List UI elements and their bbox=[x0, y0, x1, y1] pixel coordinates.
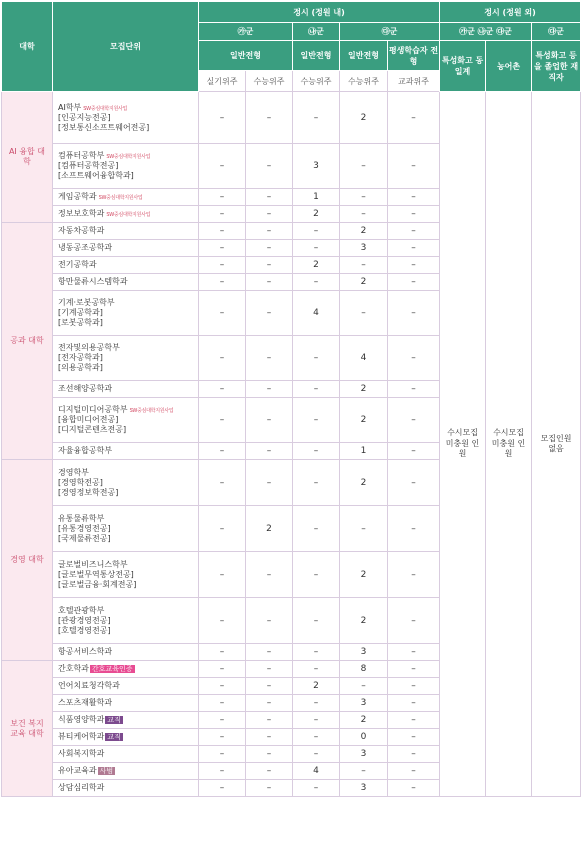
quota-cell: – bbox=[340, 189, 388, 206]
quota-cell: 2 bbox=[340, 460, 388, 506]
unit-cell bbox=[53, 552, 199, 598]
quota-cell: – bbox=[199, 144, 246, 189]
quota-cell: – bbox=[199, 257, 246, 274]
quota-cell: – bbox=[199, 598, 246, 644]
unit-cell bbox=[53, 712, 199, 729]
unit-cell bbox=[53, 460, 199, 506]
quota-cell: 2 bbox=[340, 552, 388, 598]
unit-cell bbox=[53, 746, 199, 763]
quota-cell: 4 bbox=[293, 291, 340, 336]
unit-name: AI학부 bbox=[58, 102, 82, 112]
quota-cell: – bbox=[199, 336, 246, 381]
quota-cell: – bbox=[246, 598, 293, 644]
quota-cell: – bbox=[388, 506, 440, 552]
unit-name: 자율융합공학부 bbox=[58, 446, 113, 455]
quota-cell: – bbox=[246, 746, 293, 763]
quota-cell: – bbox=[246, 223, 293, 240]
header-special-grad: 특성화고 등을 졸업한 재직자 bbox=[532, 41, 581, 92]
unit-name: 전기공학과 bbox=[58, 260, 97, 269]
unit-cell bbox=[53, 381, 199, 398]
unit-name: 유아교육과 bbox=[58, 766, 97, 775]
quota-cell: – bbox=[293, 223, 340, 240]
quota-cell: – bbox=[388, 443, 440, 460]
sw-program-tag: SW중심대학지원사업 bbox=[106, 154, 151, 160]
quota-cell: – bbox=[388, 695, 440, 712]
quota-cell: – bbox=[293, 443, 340, 460]
quota-cell: – bbox=[388, 240, 440, 257]
quota-cell: – bbox=[199, 291, 246, 336]
sub-major: [컴퓨터공학전공] bbox=[58, 161, 119, 170]
admission-table bbox=[1, 1, 581, 797]
unit-name: 자동차공학과 bbox=[58, 226, 105, 235]
quota-cell: – bbox=[199, 274, 246, 291]
sub-major: [로봇공학과] bbox=[58, 318, 103, 327]
quota-cell: – bbox=[293, 398, 340, 443]
quota-cell: – bbox=[293, 661, 340, 678]
unit-name: 호텔관광학부 bbox=[58, 605, 105, 615]
unit-cell bbox=[53, 398, 199, 443]
quota-cell: 3 bbox=[340, 780, 388, 797]
quota-cell: – bbox=[388, 274, 440, 291]
unit-name: 상담심리학과 bbox=[58, 783, 105, 792]
quota-cell: 3 bbox=[293, 144, 340, 189]
header-special-hs: 특성화고 동일계 bbox=[440, 41, 486, 92]
header-gun-ga: ㉮군 bbox=[199, 23, 293, 41]
college-health: 보건 복지 교육 대학 bbox=[2, 661, 53, 797]
quota-cell: – bbox=[340, 763, 388, 780]
quota-cell: – bbox=[388, 678, 440, 695]
quota-cell: – bbox=[388, 598, 440, 644]
unit-name: 냉동공조공학과 bbox=[58, 243, 113, 252]
quota-cell: – bbox=[293, 381, 340, 398]
unit-cell bbox=[53, 291, 199, 336]
header-csat-ga: 수능위주 bbox=[246, 71, 293, 92]
quota-cell: – bbox=[246, 398, 293, 443]
quota-cell: – bbox=[293, 780, 340, 797]
quota-cell: 2 bbox=[293, 257, 340, 274]
quota-cell: – bbox=[199, 381, 246, 398]
unit-cell bbox=[53, 506, 199, 552]
quota-cell: – bbox=[340, 678, 388, 695]
quota-cell: – bbox=[388, 746, 440, 763]
quota-cell: – bbox=[388, 552, 440, 598]
unit-name: 스포츠재활학과 bbox=[58, 698, 113, 707]
unit-cell bbox=[53, 92, 199, 144]
quota-cell: – bbox=[246, 92, 293, 144]
quota-cell: – bbox=[388, 206, 440, 223]
quota-cell: – bbox=[199, 552, 246, 598]
header-practical: 실기위주 bbox=[199, 71, 246, 92]
unit-cell bbox=[53, 336, 199, 381]
quota-cell: 3 bbox=[340, 695, 388, 712]
unit-cell bbox=[53, 695, 199, 712]
unit-name: 기계·로봇공학부 bbox=[58, 298, 115, 307]
quota-cell: – bbox=[199, 223, 246, 240]
quota-cell: – bbox=[199, 678, 246, 695]
quota-cell: – bbox=[246, 678, 293, 695]
quota-cell: 2 bbox=[340, 381, 388, 398]
sub-major: [호텔경영전공] bbox=[58, 625, 111, 635]
header-rural: 농어촌 bbox=[486, 41, 532, 92]
quota-cell: – bbox=[340, 506, 388, 552]
quota-cell: 1 bbox=[293, 189, 340, 206]
quota-cell: – bbox=[199, 92, 246, 144]
program-badge: 간호교육인증 bbox=[91, 665, 133, 673]
header-csat-na: 수능위주 bbox=[293, 71, 340, 92]
unit-cell bbox=[53, 144, 199, 189]
quota-cell: 2 bbox=[293, 206, 340, 223]
header-general-na: 일반전형 bbox=[293, 41, 340, 71]
quota-cell: – bbox=[388, 291, 440, 336]
quota-cell: 8 bbox=[340, 661, 388, 678]
quota-cell: 3 bbox=[340, 240, 388, 257]
unit-name: 디지털미디어공학부 bbox=[58, 405, 128, 414]
unit-name: 사회복지학과 bbox=[58, 749, 105, 758]
quota-cell: 4 bbox=[293, 763, 340, 780]
quota-cell: – bbox=[388, 661, 440, 678]
quota-cell: – bbox=[293, 746, 340, 763]
unit-cell bbox=[53, 763, 199, 780]
sub-major: [정보통신소프트웨어전공] bbox=[58, 122, 150, 132]
merged-special-hs: 수시모집 미충원 인원 bbox=[440, 92, 486, 797]
quota-cell: – bbox=[199, 746, 246, 763]
quota-cell: – bbox=[293, 712, 340, 729]
quota-cell: – bbox=[388, 763, 440, 780]
unit-name: 유통물류학부 bbox=[58, 513, 105, 523]
quota-cell: – bbox=[293, 598, 340, 644]
quota-cell: – bbox=[246, 206, 293, 223]
quota-cell: – bbox=[199, 780, 246, 797]
quota-cell: – bbox=[199, 644, 246, 661]
header-gun-all: ㉮군 ㉯군 ㉰군 bbox=[440, 23, 532, 41]
quota-cell: – bbox=[246, 336, 293, 381]
quota-cell: – bbox=[246, 552, 293, 598]
sub-major: [글로벌금융·회계전공] bbox=[58, 579, 137, 589]
quota-cell: – bbox=[246, 712, 293, 729]
sw-program-tag: SW중심대학지원사업 bbox=[83, 105, 128, 112]
unit-cell bbox=[53, 729, 199, 746]
header-regular-in: 정시 (정원 내) bbox=[199, 2, 440, 23]
unit-name: 항만물류시스템학과 bbox=[58, 277, 128, 286]
header-general-ga: 일반전형 bbox=[199, 41, 293, 71]
college-business: 경영 대학 bbox=[2, 460, 53, 661]
unit-name: 뷰티케어학과 bbox=[58, 732, 105, 741]
quota-cell: 2 bbox=[246, 506, 293, 552]
quota-cell: – bbox=[293, 644, 340, 661]
header-unit: 모집단위 bbox=[53, 2, 199, 92]
quota-cell: – bbox=[293, 460, 340, 506]
header-college: 대학 bbox=[2, 2, 53, 92]
quota-cell: – bbox=[388, 398, 440, 443]
unit-name: 게임공학과 bbox=[58, 192, 97, 201]
unit-cell bbox=[53, 240, 199, 257]
unit-name: 정보보호학과 bbox=[58, 209, 105, 218]
unit-name: 전자및의용공학부 bbox=[58, 343, 120, 352]
header-subject: 교과위주 bbox=[388, 71, 440, 92]
quota-cell: 2 bbox=[340, 223, 388, 240]
sub-major: [관광경영전공] bbox=[58, 615, 111, 625]
sub-major: [국제물류전공] bbox=[58, 533, 111, 543]
quota-cell: – bbox=[388, 780, 440, 797]
unit-cell bbox=[53, 598, 199, 644]
quota-cell: – bbox=[293, 274, 340, 291]
quota-cell: – bbox=[246, 381, 293, 398]
quota-cell: – bbox=[340, 206, 388, 223]
quota-cell: – bbox=[199, 763, 246, 780]
quota-cell: – bbox=[293, 729, 340, 746]
table-row bbox=[2, 92, 581, 144]
quota-cell: 3 bbox=[340, 644, 388, 661]
unit-name: 언어치료청각학과 bbox=[58, 681, 120, 690]
quota-cell: – bbox=[246, 189, 293, 206]
unit-cell bbox=[53, 678, 199, 695]
quota-cell: – bbox=[388, 460, 440, 506]
quota-cell: – bbox=[388, 189, 440, 206]
sub-major: [기계공학과] bbox=[58, 308, 103, 317]
program-badge: 교직 bbox=[107, 716, 121, 724]
quota-cell: 2 bbox=[340, 274, 388, 291]
unit-name: 항공서비스학과 bbox=[58, 647, 113, 656]
sub-major: [경영학전공] bbox=[58, 477, 103, 487]
quota-cell: 2 bbox=[340, 398, 388, 443]
unit-name: 글로벌비즈니스학부 bbox=[58, 559, 128, 569]
sub-major: [인공지능전공] bbox=[58, 112, 111, 122]
unit-name: 경영학부 bbox=[58, 467, 89, 477]
quota-cell: – bbox=[293, 240, 340, 257]
quota-cell: – bbox=[388, 144, 440, 189]
quota-cell: – bbox=[246, 661, 293, 678]
quota-cell: – bbox=[199, 729, 246, 746]
sub-major: [글로벌무역통상전공] bbox=[58, 569, 134, 579]
header-general-da: 일반전형 bbox=[340, 41, 388, 71]
unit-name: 식품영양학과 bbox=[58, 715, 105, 724]
quota-cell: – bbox=[199, 189, 246, 206]
quota-cell: – bbox=[246, 644, 293, 661]
unit-name: 컴퓨터공학부 bbox=[58, 151, 105, 160]
sub-major: [소프트웨어융합학과] bbox=[58, 171, 134, 180]
sub-major: [의용공학과] bbox=[58, 363, 103, 372]
sw-program-tag: SW중심대학지원사업 bbox=[98, 195, 143, 201]
college-engineering: 공과 대학 bbox=[2, 223, 53, 460]
quota-cell: – bbox=[340, 257, 388, 274]
quota-cell: 2 bbox=[340, 92, 388, 144]
quota-cell: – bbox=[293, 552, 340, 598]
header-gun-da: ㉰군 bbox=[340, 23, 440, 41]
header-gun-na: ㉯군 bbox=[293, 23, 340, 41]
quota-cell: – bbox=[246, 695, 293, 712]
sw-program-tag: SW중심대학지원사업 bbox=[129, 408, 174, 414]
header-lifelong: 평생학습자 전형 bbox=[388, 41, 440, 71]
quota-cell: – bbox=[293, 506, 340, 552]
quota-cell: 1 bbox=[340, 443, 388, 460]
merged-special-grad: 모집인원 없음 bbox=[532, 92, 581, 797]
quota-cell: – bbox=[199, 695, 246, 712]
quota-cell: – bbox=[388, 257, 440, 274]
quota-cell: 2 bbox=[340, 598, 388, 644]
quota-cell: – bbox=[199, 240, 246, 257]
college-ai: AI 융합 대학 bbox=[2, 92, 53, 223]
quota-cell: – bbox=[199, 712, 246, 729]
quota-cell: – bbox=[388, 729, 440, 746]
unit-cell bbox=[53, 223, 199, 240]
table-body bbox=[2, 92, 581, 797]
unit-name: 간호학과 bbox=[58, 664, 89, 673]
unit-cell bbox=[53, 274, 199, 291]
quota-cell: 0 bbox=[340, 729, 388, 746]
quota-cell: – bbox=[340, 291, 388, 336]
unit-cell bbox=[53, 661, 199, 678]
quota-cell: – bbox=[246, 443, 293, 460]
quota-cell: – bbox=[199, 661, 246, 678]
unit-name: 조선해양공학과 bbox=[58, 384, 113, 393]
sub-major: [전자공학과] bbox=[58, 353, 103, 362]
quota-cell: – bbox=[246, 780, 293, 797]
quota-cell: – bbox=[246, 460, 293, 506]
sub-major: [융합미디어전공] bbox=[58, 415, 119, 424]
sub-major: [디지털콘텐츠전공] bbox=[58, 425, 127, 434]
quota-cell: – bbox=[246, 729, 293, 746]
quota-cell: – bbox=[293, 695, 340, 712]
quota-cell: – bbox=[388, 712, 440, 729]
header-regular-out: 정시 (정원 외) bbox=[440, 2, 581, 23]
quota-cell: – bbox=[388, 644, 440, 661]
sw-program-tag: SW중심대학지원사업 bbox=[106, 212, 151, 218]
sub-major: [유통경영전공] bbox=[58, 523, 111, 533]
program-badge: 사범 bbox=[99, 767, 114, 775]
header-csat-da: 수능위주 bbox=[340, 71, 388, 92]
quota-cell: – bbox=[246, 763, 293, 780]
quota-cell: – bbox=[340, 144, 388, 189]
sub-major: [경영정보학전공] bbox=[58, 487, 119, 497]
quota-cell: – bbox=[246, 240, 293, 257]
quota-cell: – bbox=[293, 92, 340, 144]
unit-cell bbox=[53, 206, 199, 223]
quota-cell: – bbox=[246, 274, 293, 291]
quota-cell: – bbox=[388, 336, 440, 381]
quota-cell: 2 bbox=[340, 712, 388, 729]
unit-cell bbox=[53, 780, 199, 797]
unit-cell bbox=[53, 189, 199, 206]
quota-cell: 4 bbox=[340, 336, 388, 381]
quota-cell: – bbox=[388, 223, 440, 240]
quota-cell: – bbox=[199, 443, 246, 460]
quota-cell: – bbox=[199, 506, 246, 552]
quota-cell: – bbox=[388, 92, 440, 144]
merged-rural: 수시모집 미충원 인원 bbox=[486, 92, 532, 797]
quota-cell: 2 bbox=[293, 678, 340, 695]
quota-cell: – bbox=[246, 144, 293, 189]
quota-cell: – bbox=[293, 336, 340, 381]
unit-cell bbox=[53, 257, 199, 274]
header-gun-da2: ㉰군 bbox=[532, 23, 581, 41]
quota-cell: 3 bbox=[340, 746, 388, 763]
program-badge: 교직 bbox=[107, 733, 121, 741]
quota-cell: – bbox=[246, 257, 293, 274]
quota-cell: – bbox=[199, 398, 246, 443]
unit-cell bbox=[53, 644, 199, 661]
quota-cell: – bbox=[199, 206, 246, 223]
quota-cell: – bbox=[246, 291, 293, 336]
unit-cell bbox=[53, 443, 199, 460]
quota-cell: – bbox=[199, 460, 246, 506]
quota-cell: – bbox=[388, 381, 440, 398]
